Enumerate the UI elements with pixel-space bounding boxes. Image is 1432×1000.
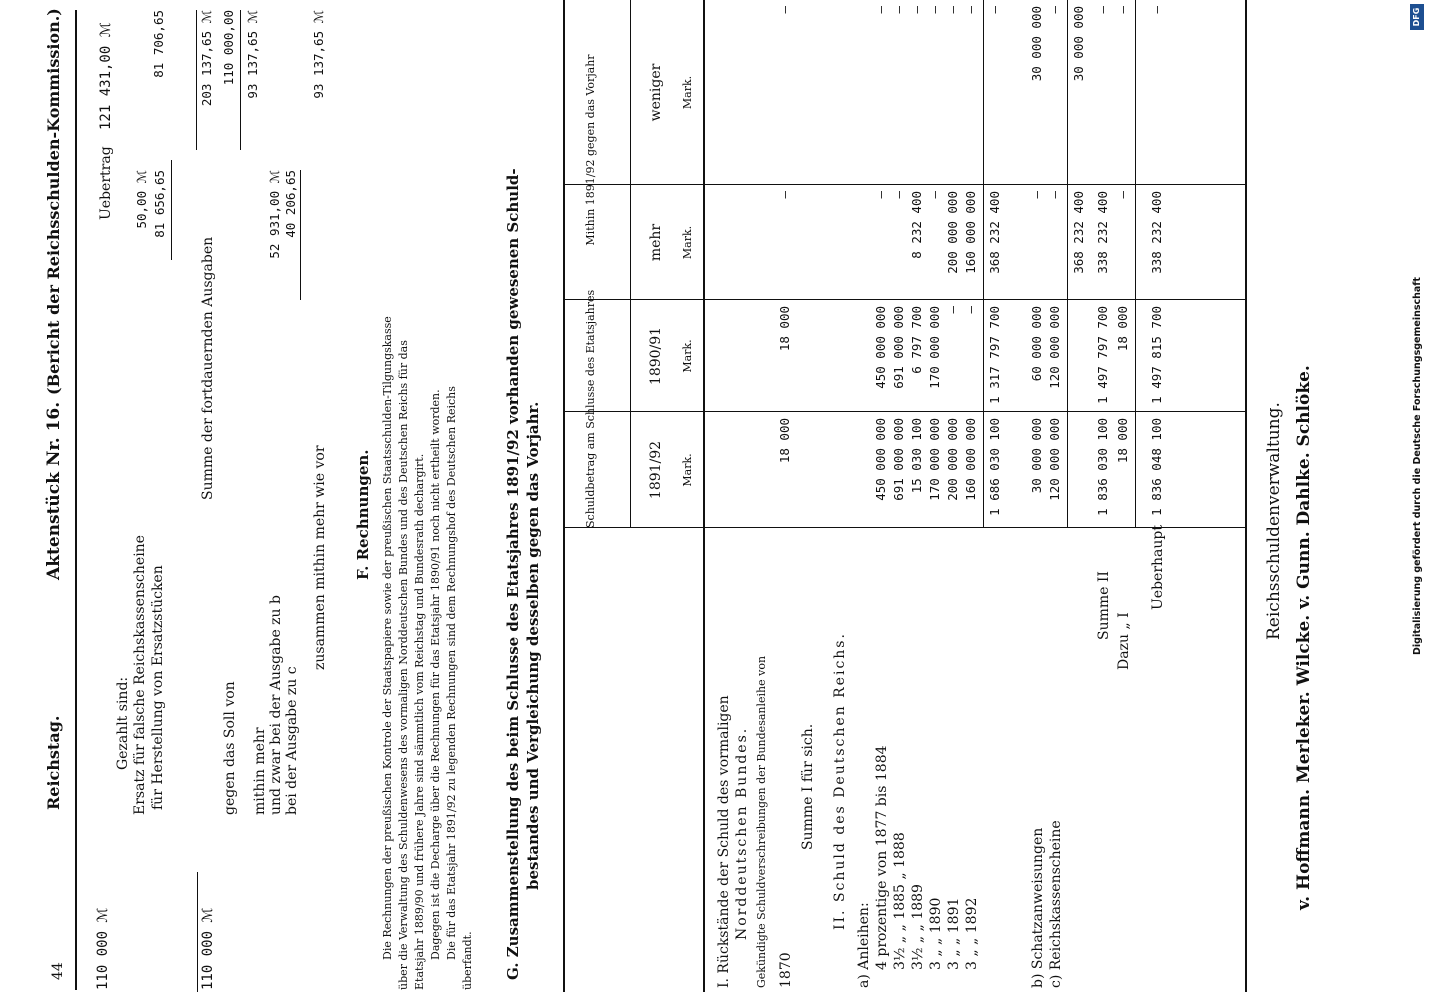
cell-weniger: — bbox=[1047, 6, 1062, 14]
cell-weniger: 30 000 000 bbox=[1071, 6, 1086, 82]
mehr-value: 93 137,65 ℳ bbox=[245, 10, 260, 99]
unit-mehr: Mark. bbox=[681, 225, 694, 260]
paid-total: 81 706,65 bbox=[151, 10, 166, 78]
soll-rule bbox=[240, 10, 241, 150]
left-amount-1: 110 000 ℳ bbox=[95, 907, 111, 990]
cell-1890: 1 317 797 700 bbox=[987, 306, 1002, 404]
paid-value-2: 81 656,65 bbox=[152, 170, 167, 238]
table-row-label: 1870 bbox=[778, 952, 794, 988]
table-row-label: Norddeutschen Bundes. bbox=[734, 726, 750, 940]
carry-label: Uebertrag bbox=[98, 146, 114, 220]
table-row-label: b) Schatzanweisungen bbox=[1030, 827, 1046, 988]
cell-weniger: — bbox=[1095, 6, 1110, 14]
c-rule bbox=[300, 170, 301, 300]
subtotal-rule bbox=[983, 0, 984, 528]
unit-1891: Mark. bbox=[681, 453, 694, 487]
section-f-line-6: überfandt. bbox=[461, 931, 474, 990]
cell-1890: 1 497 815 700 bbox=[1149, 306, 1164, 404]
cell-1890: 691 000 000 bbox=[891, 306, 906, 389]
section-f-line-4: Dagegen ist die Decharge über die Rechnungen für das Etatsjahr 1890/91 noch nicht ertheilt worden. bbox=[429, 389, 442, 960]
document-title: Aktenstück Nr. 16. bbox=[44, 401, 64, 580]
sum-value: 203 137,65 ℳ bbox=[199, 10, 214, 107]
cell-mehr: 338 232 400 bbox=[1149, 191, 1164, 274]
paid-label: Gezahlt sind: bbox=[115, 676, 131, 770]
cell-mehr: — bbox=[1047, 191, 1062, 199]
cell-1890: 18 000 bbox=[1115, 306, 1130, 352]
cell-weniger: — bbox=[1115, 6, 1130, 14]
cell-weniger: — bbox=[963, 6, 978, 14]
together-label: zusammen mithin mehr wie vor bbox=[312, 445, 328, 670]
table-row-label: 3 „ „ 1890 bbox=[928, 897, 944, 970]
section-g-heading-1: G. Zusammenstellung des beim Schlusse des Etatsjahres 1891/92 vorhanden gewesenen Schuld- bbox=[504, 168, 522, 980]
cell-mehr: 338 232 400 bbox=[1095, 191, 1110, 274]
cell-1891: 1 686 030 100 bbox=[987, 418, 1002, 516]
funding-note: Digitalisierung gefördert durch die Deutsche Forschungsgemeinschaft bbox=[1412, 277, 1423, 655]
cell-1890: 120 000 000 bbox=[1047, 306, 1062, 389]
left-amount-2: 110 000 ℳ bbox=[200, 907, 216, 990]
col-mehr: mehr bbox=[648, 223, 664, 262]
cell-weniger: — bbox=[945, 6, 960, 14]
cell-1891: 691 000 000 bbox=[891, 418, 906, 501]
cell-mehr: — bbox=[1115, 191, 1130, 199]
cell-mehr: — bbox=[891, 191, 906, 199]
table-header-rule bbox=[703, 0, 705, 992]
carry-value: 121 431,00 ℳ bbox=[98, 22, 114, 130]
paid-line-1: Ersatz für falsche Reichskassenscheine bbox=[132, 535, 148, 815]
cell-1891: 15 030 100 bbox=[909, 418, 924, 494]
zwar-label: und zwar bei der Ausgabe zu b bbox=[268, 595, 284, 815]
cell-1890: — bbox=[945, 306, 960, 314]
head-group-rule-2 bbox=[630, 0, 631, 300]
cell-1891: 30 000 000 bbox=[1029, 418, 1044, 494]
table-row-label: 3½ „ „ 1885 „ 1888 bbox=[892, 832, 908, 970]
cell-mehr: 368 232 400 bbox=[1071, 191, 1086, 274]
table-row-label: Gekündigte Schuldverschreibungen der Bundesanleihe von bbox=[755, 655, 768, 988]
table-row-label: 3 „ „ 1891 bbox=[946, 897, 962, 970]
cell-weniger: — bbox=[909, 6, 924, 14]
paid-value-1: 50,00 ℳ bbox=[134, 170, 149, 229]
cell-1891: 120 000 000 bbox=[1047, 418, 1062, 501]
c-value: 40 206,65 bbox=[283, 170, 298, 238]
table-row-label: I. Rückstände der Schuld des vormaligen bbox=[716, 695, 732, 988]
total-rule bbox=[1135, 0, 1136, 528]
head-group-rule-1 bbox=[630, 300, 631, 528]
dfg-logo: DFG bbox=[1410, 4, 1424, 30]
head-group-2: Mithin 1891/92 gegen das Vorjahr bbox=[584, 54, 597, 246]
head-group-1: Schuldbetrag am Schlusse des Etatsjahres bbox=[584, 289, 597, 528]
sum-label: Summe der fortdauernden Ausgaben bbox=[200, 236, 216, 500]
table-row-label: 3 „ „ 1892 bbox=[964, 897, 980, 970]
table-row-label: Ueberhaupt bbox=[1150, 525, 1166, 610]
section-f-line-3: Etatsjahr 1889/90 und frühere Jahre sind sämmtlich vom Reichstag und Bundesrath dechargirt. bbox=[413, 453, 426, 990]
cell-weniger: — bbox=[891, 6, 906, 14]
left-rule bbox=[197, 872, 198, 992]
cell-weniger: — bbox=[1149, 6, 1164, 14]
document-subtitle: (Bericht der Reichsschulden-Kommission.) bbox=[44, 8, 63, 395]
table-row-label: 3½ „ „ 1889 bbox=[910, 884, 926, 970]
table-row-label: 4 prozentige von 1877 bis 1884 bbox=[874, 745, 890, 970]
cell-1890: 6 797 700 bbox=[909, 306, 924, 374]
paid-line-2: für Herstellung von Ersatzstücken bbox=[150, 565, 166, 810]
cell-weniger: — bbox=[927, 6, 942, 14]
table-row-label: Dazu „ I bbox=[1116, 612, 1132, 670]
soll-value: 110 000,00 bbox=[221, 10, 236, 86]
c-label: bei der Ausgabe zu c bbox=[284, 666, 300, 815]
table-row-label: Summe II bbox=[1096, 571, 1112, 640]
col-1890: 1890/91 bbox=[648, 326, 664, 386]
cell-1890: — bbox=[963, 306, 978, 314]
table-top-rule bbox=[563, 0, 565, 992]
cell-mehr: 8 232 400 bbox=[909, 191, 924, 259]
paid-rule bbox=[171, 160, 172, 260]
cell-mehr: 200 000 000 bbox=[945, 191, 960, 274]
section-f-line-2: über die Verwaltung des Schuldenwesens des vormaligen Norddeutschen Bundes und des Deutschen Reichs für das bbox=[397, 340, 410, 990]
cell-1890: 450 000 000 bbox=[873, 306, 888, 389]
section-f-line-5: Die für das Etatsjahr 1891/92 zu legenden Rechnungen sind dem Rechnungshof des Deutschen Reichs bbox=[445, 386, 458, 960]
section-g-heading-2: bestandes und Vergleichung desselben gegen das Vorjahr. bbox=[524, 401, 542, 890]
cell-1891: 1 836 030 100 bbox=[1095, 418, 1110, 516]
soll-label: gegen das Soll von bbox=[222, 681, 238, 815]
signature-office: Reichsschuldenverwaltung. bbox=[1264, 402, 1284, 640]
cell-1890: 18 000 bbox=[777, 306, 792, 352]
cell-mehr: — bbox=[777, 191, 792, 199]
cell-1891: 160 000 000 bbox=[963, 418, 978, 501]
cell-weniger: — bbox=[777, 6, 792, 14]
cell-1891: 170 000 000 bbox=[927, 418, 942, 501]
cell-1891: 18 000 bbox=[777, 418, 792, 464]
table-row-label: a) Anleihen: bbox=[856, 902, 872, 988]
cell-mehr: — bbox=[927, 191, 942, 199]
table-row-label: c) Reichskassenscheine bbox=[1048, 820, 1064, 988]
unit-1890: Mark. bbox=[681, 339, 694, 373]
unit-weniger: Mark. bbox=[681, 75, 694, 110]
zwar-value: 52 931,00 ℳ bbox=[267, 170, 282, 259]
table-row-label: Summe I für sich. bbox=[800, 723, 816, 850]
col-1891: 1891/92 bbox=[648, 440, 664, 500]
page-number: 44 bbox=[50, 962, 66, 980]
cell-mehr: — bbox=[1029, 191, 1044, 199]
header-left: Reichstag. bbox=[44, 715, 63, 810]
signature-names: v. Hoffmann. Merleker. Wilcke. v. Gunn. Dahlke. Schlöke. bbox=[1294, 365, 1314, 910]
cell-mehr: — bbox=[873, 191, 888, 199]
header-rule bbox=[75, 10, 77, 990]
cell-1891: 1 836 048 100 bbox=[1149, 418, 1164, 516]
cell-mehr: 368 232 400 bbox=[987, 191, 1002, 274]
table-bottom-rule bbox=[1245, 0, 1247, 992]
cell-mehr: 160 000 000 bbox=[963, 191, 978, 274]
cell-1891: 450 000 000 bbox=[873, 418, 888, 501]
cell-1891: 200 000 000 bbox=[945, 418, 960, 501]
sum-ii-rule bbox=[1067, 0, 1068, 528]
col-weniger: weniger bbox=[648, 63, 664, 122]
table-row-label: II. Schuld des Deutschen Reichs. bbox=[832, 632, 848, 930]
cell-1890: 1 497 797 700 bbox=[1095, 306, 1110, 404]
cell-1890: 170 000 000 bbox=[927, 306, 942, 389]
section-f-line-1: Die Rechnungen der preußischen Kontrole der Staatspapiere sowie der preußischen Staatsschulden-Tilgungskasse bbox=[381, 316, 394, 960]
cell-weniger: — bbox=[987, 6, 1002, 14]
cell-1891: 18 000 bbox=[1115, 418, 1130, 464]
cell-weniger: — bbox=[873, 6, 888, 14]
cell-1890: 60 000 000 bbox=[1029, 306, 1044, 382]
cell-weniger: 30 000 000 bbox=[1029, 6, 1044, 82]
section-f-heading: F. Rechnungen. bbox=[354, 449, 372, 580]
mehr-label: mithin mehr bbox=[252, 727, 268, 815]
sum-rule bbox=[196, 10, 197, 150]
together-value: 93 137,65 ℳ bbox=[311, 10, 326, 99]
